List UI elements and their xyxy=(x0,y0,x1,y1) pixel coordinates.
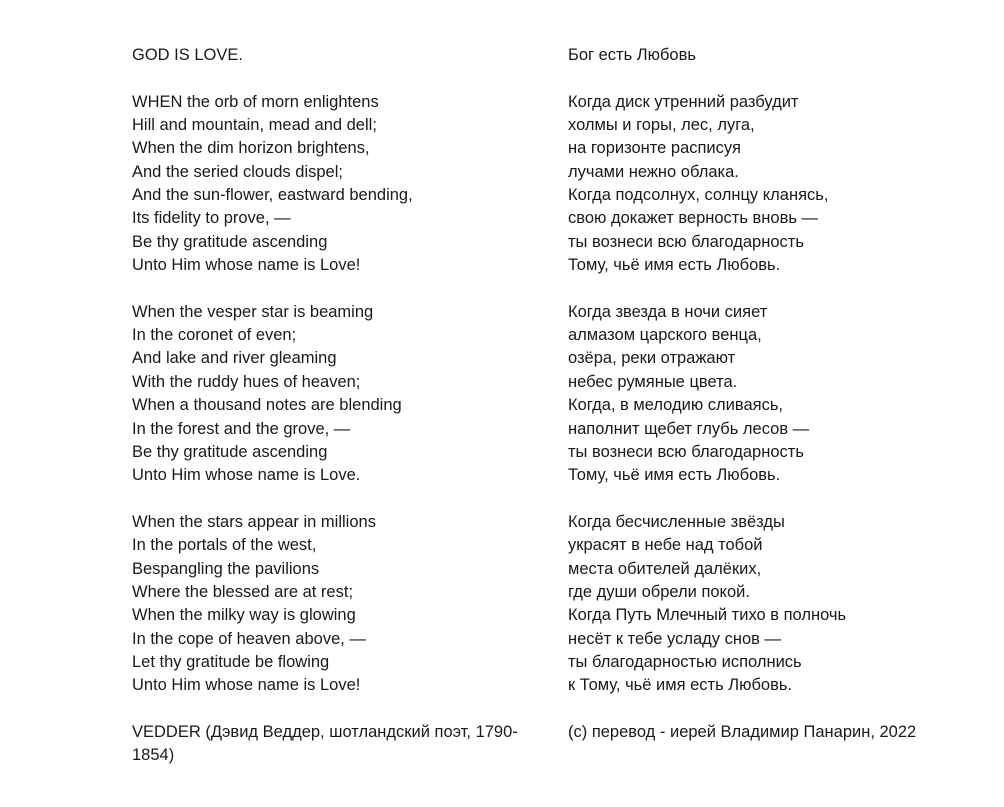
verse-line: Тому, чьё имя есть Любовь. xyxy=(568,466,781,485)
translation-title: Бог есть Любовь xyxy=(568,46,696,64)
verse-line: In the portals of the west, xyxy=(132,536,317,555)
verse-line: Когда, в мелодию сливаясь, xyxy=(568,396,784,415)
verse-line: места обителей далёких, xyxy=(568,559,762,578)
verse-line: свою докажет верность вновь — xyxy=(568,209,819,228)
stanza-2 xyxy=(132,301,522,488)
verse-line: In the forest and the grove, — xyxy=(132,419,351,438)
verse-line: алмазом царского венца, xyxy=(568,326,762,345)
verse-line: In the coronet of even; xyxy=(132,326,297,345)
translation-stanza-1 xyxy=(568,91,988,278)
verse-line: ты вознеси всю благодарность xyxy=(568,232,804,251)
verse-line: Unto Him whose name is Love! xyxy=(132,676,361,695)
verse-line: лучами нежно облака. xyxy=(568,162,739,181)
verse-line: холмы и горы, лес, луга, xyxy=(568,116,755,135)
verse-line: небес румяные цвета. xyxy=(568,372,738,391)
verse-line: When the stars appear in millions xyxy=(132,512,376,531)
verse-line: Bespangling the pavilions xyxy=(132,559,320,578)
verse-line: And the seried clouds dispel; xyxy=(132,162,343,181)
translation-stanza-2 xyxy=(568,301,988,488)
verse-line: Когда подсолнух, солнцу кланясь, xyxy=(568,186,829,205)
verse-line: Unto Him whose name is Love! xyxy=(132,256,361,275)
author-attribution: VEDDER (Дэвид Веддер, шотландский поэт, 1790-1854) xyxy=(132,722,518,765)
verse-line: When the vesper star is beaming xyxy=(132,302,374,321)
verse-line: Когда Путь Млечный тихо в полночь xyxy=(568,606,847,625)
verse-line: к Тому, чьё имя есть Любовь. xyxy=(568,676,793,695)
original-poem xyxy=(132,44,522,768)
verse-line: ты благодарностью исполнись xyxy=(568,652,802,671)
verse-line: Когда бесчисленные звёзды xyxy=(568,512,785,531)
verse-line: Тому, чьё имя есть Любовь. xyxy=(568,256,781,275)
verse-line: In the cope of heaven above, — xyxy=(132,629,366,648)
verse-line: With the ruddy hues of heaven; xyxy=(132,372,361,391)
verse-line: When a thousand notes are blending xyxy=(132,396,402,415)
verse-line: озёра, реки отражают xyxy=(568,349,736,368)
stanza-1 xyxy=(132,91,522,278)
verse-line: несёт к тебе усладу снов — xyxy=(568,629,782,648)
verse-line: When the milky way is glowing xyxy=(132,606,356,625)
verse-line: Its fidelity to prove, — xyxy=(132,209,291,228)
poem-title: GOD IS LOVE. xyxy=(132,46,243,64)
verse-line: WHEN the orb of morn enlightens xyxy=(132,92,379,111)
translation-stanza-3 xyxy=(568,511,988,698)
translator-credit: (c) перевод - иерей Владимир Панарин, 2022 xyxy=(568,722,917,741)
verse-line: ты вознеси всю благодарность xyxy=(568,442,804,461)
verse-line: Be thy gratitude ascending xyxy=(132,442,328,461)
verse-line: Where the blessed are at rest; xyxy=(132,582,354,601)
verse-line: Let thy gratitude be flowing xyxy=(132,652,330,671)
verse-line: And the sun-flower, eastward bending, xyxy=(132,186,413,205)
verse-line: украсят в небе над тобой xyxy=(568,536,763,555)
verse-line: где души обрели покой. xyxy=(568,582,750,601)
stanza-3 xyxy=(132,511,522,698)
verse-line: Be thy gratitude ascending xyxy=(132,232,328,251)
verse-line: Unto Him whose name is Love. xyxy=(132,466,361,485)
verse-line: Hill and mountain, mead and dell; xyxy=(132,116,377,135)
verse-line: Когда диск утренний разбудит xyxy=(568,92,799,111)
verse-line: наполнит щебет глубь лесов — xyxy=(568,419,810,438)
verse-line: на горизонте расписуя xyxy=(568,139,741,158)
verse-line: Когда звезда в ночи сияет xyxy=(568,302,768,321)
verse-line: When the dim horizon brightens, xyxy=(132,139,370,158)
translated-poem xyxy=(568,44,988,744)
verse-line: And lake and river gleaming xyxy=(132,349,337,368)
